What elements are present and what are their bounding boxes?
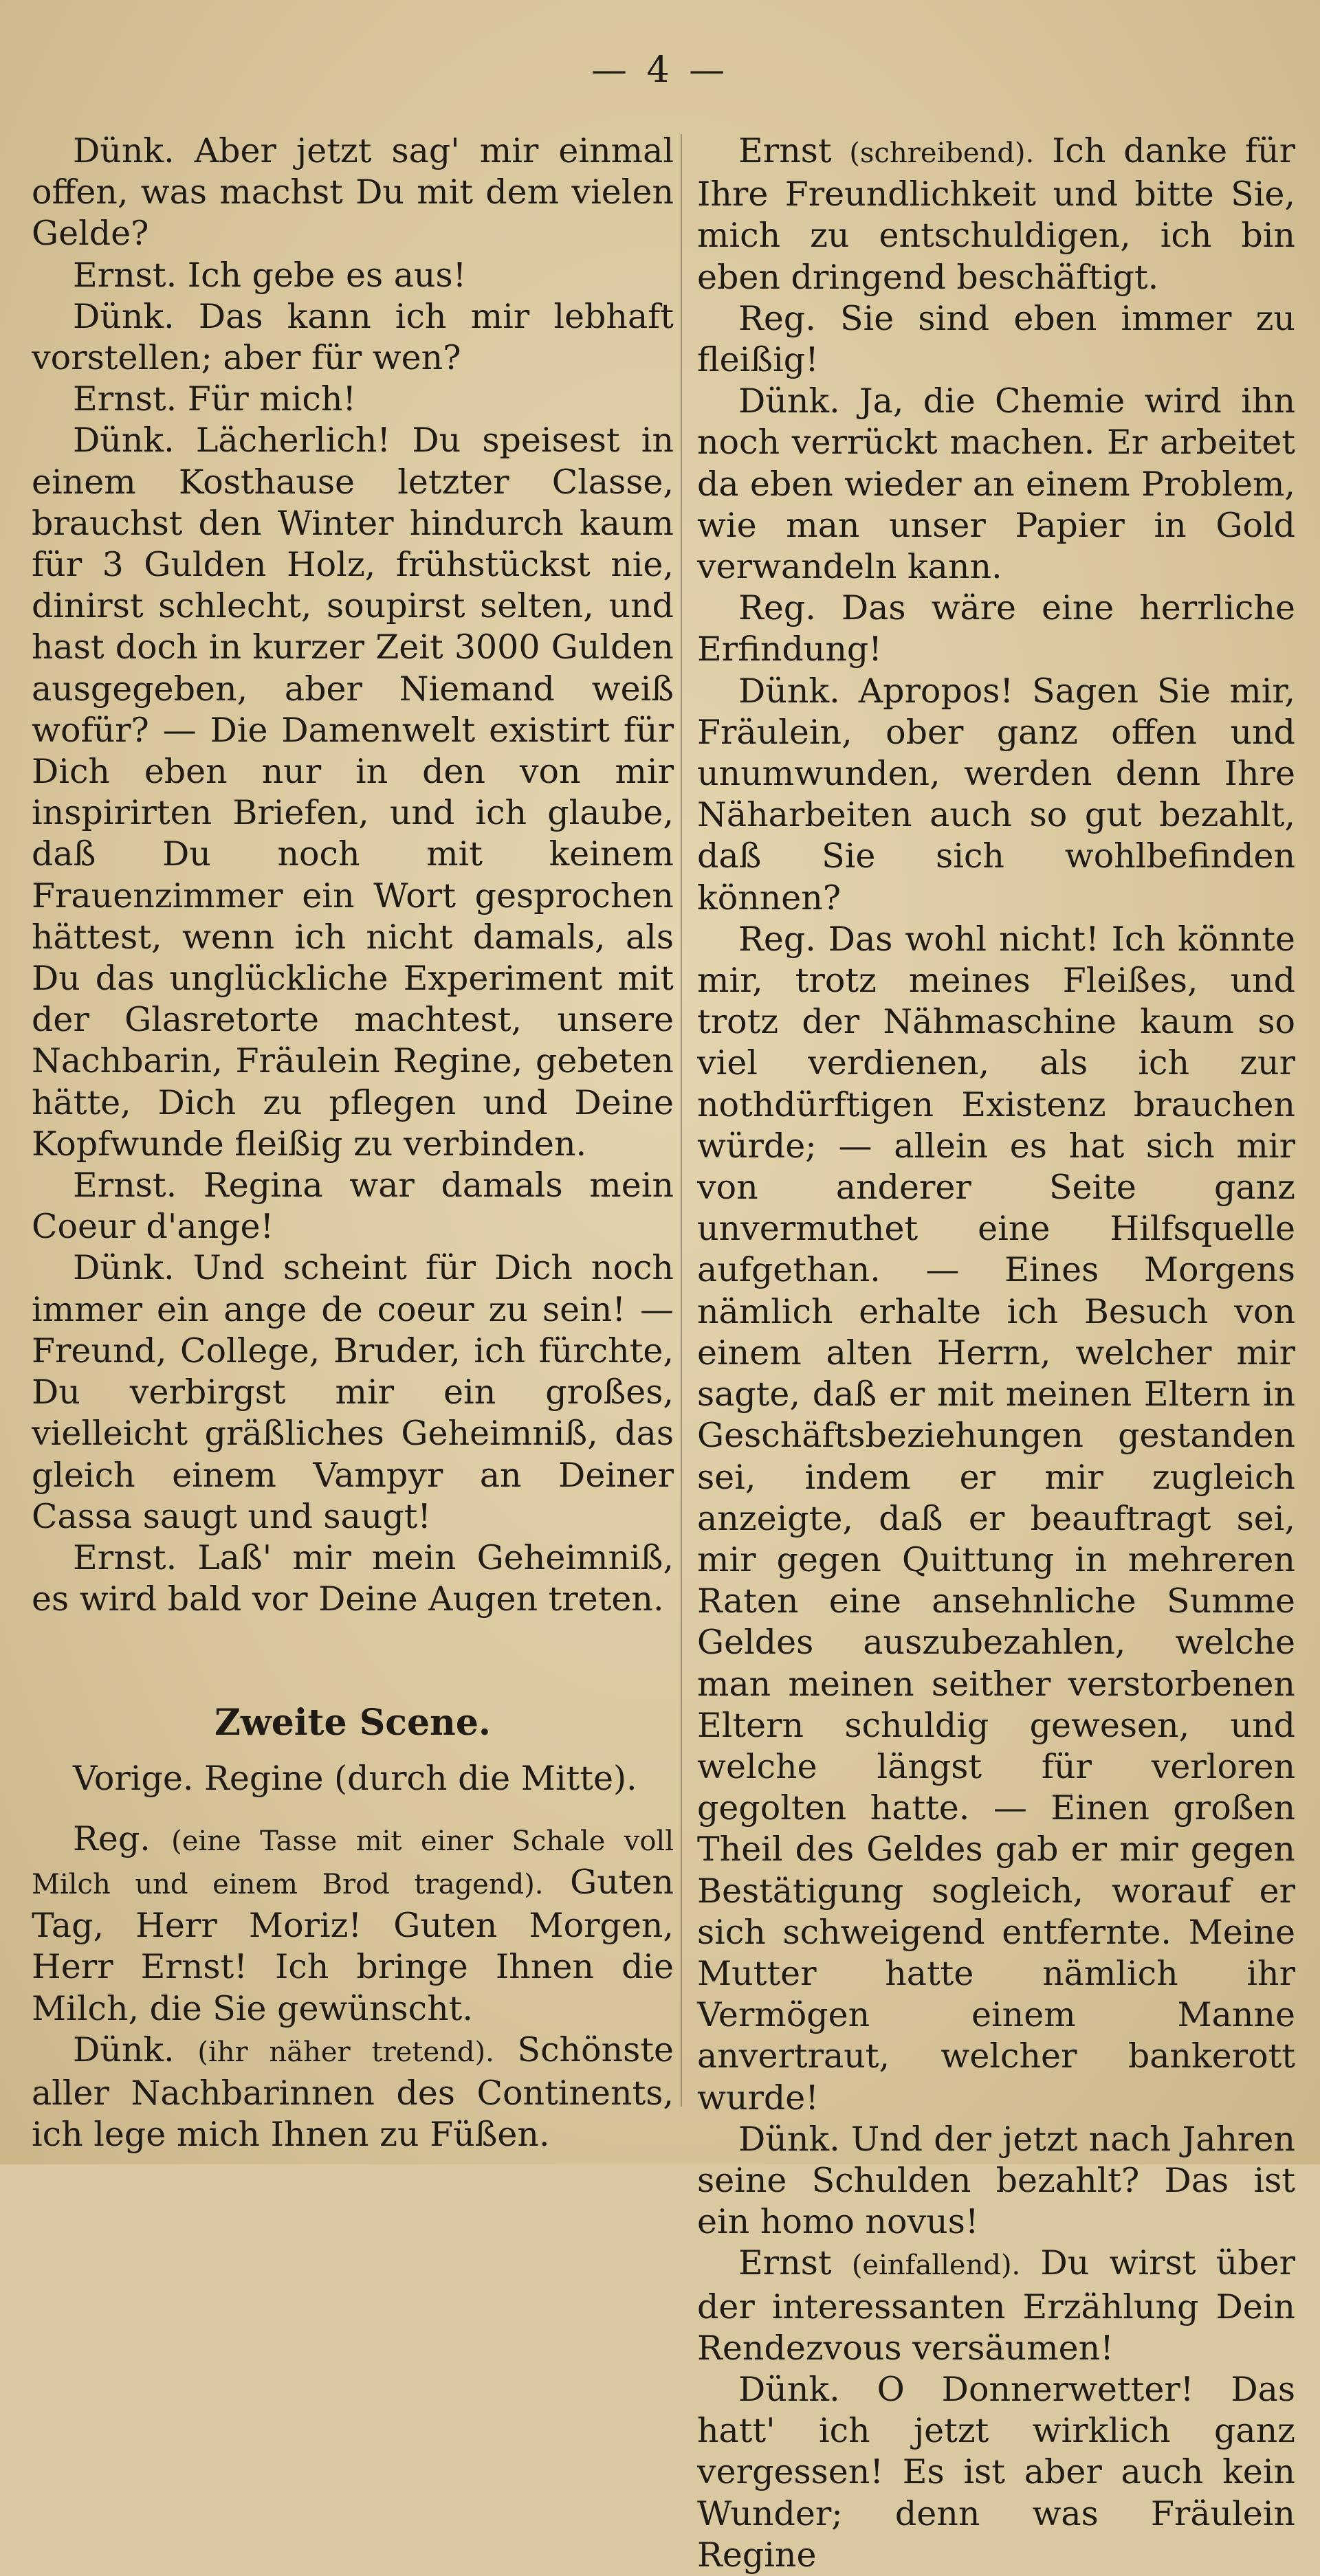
paragraph: Dünk. Und scheint für Dich noch immer ein ange de coeur zu sein! — Freund, College, Bruder, ich fürchte, Du verbirgst mir ein großes, vielleicht gräßliches Geheimniß, das gleich einem Vampyr an Deiner Cassa saugt und saugt! xyxy=(32,1248,674,1536)
scene-persons: Vorige. Regine (durch die Mitte). xyxy=(73,1758,637,1798)
stage-direction: (ihr näher tretend). xyxy=(197,2036,494,2068)
paragraph: Reg. Das wäre eine herrliche Erfindung! xyxy=(697,588,1295,669)
paragraph: Dünk. Und der jetzt nach Jahren seine Schulden bezahlt? Das ist ein homo novus! xyxy=(697,2119,1295,2242)
speaker-name: Dünk. xyxy=(73,2030,175,2069)
paragraph: Dünk. Apropos! Sagen Sie mir, Fräulein, ober ganz offen und unumwunden, werden denn Ihre Näharbeiten auch so gut bezahlt, daß Sie sich wohlbefinden können? xyxy=(697,671,1295,918)
paragraph: Reg. Das wohl nicht! Ich könnte mir, trotz meines Fleißes, und trotz der Nähmaschine kaum so viel verdienen, als ich zur nothdürftigen Existenz brauchen würde; — allein es hat sich mir von anderer Seite ganz unvermuthet eine Hilfsquelle aufgethan. — Eines Morgens nämlich erhalte ich Besuch von einem alten Herrn, welcher mir sagte, daß er mit meinen Eltern in Geschäftsbeziehungen gestanden sei, indem er mir zugleich anzeigte, daß er beauftragt sei, mir gegen Quittung in mehreren Raten eine ansehnliche Summe Geldes auszubezahlen, welche man meinen seither verstorbenen Eltern schuldig gewesen, und welche längst für verloren gegolten hatte. — Einen großen Theil des Geldes gab er mir gegen Bestätigung sogleich, worauf er sich schweigend entfernte. Meine Mutter hatte nämlich ihr Vermögen einem Manne anvertraut, welcher bankerott wurde! xyxy=(697,919,1295,2118)
paragraph: Ernst. Für mich! xyxy=(73,379,357,419)
scene-heading: Zweite Scene. xyxy=(214,1702,492,1744)
paragraph: Ernst. Ich gebe es aus! xyxy=(73,255,467,295)
right-column xyxy=(697,131,1295,2576)
paragraph: Reg. Sie sind eben immer zu fleißig! xyxy=(697,298,1295,380)
speaker-name: Reg. xyxy=(73,1819,151,1858)
paragraph xyxy=(697,131,1295,298)
speaker-name: Ernst xyxy=(738,2243,832,2283)
paragraph xyxy=(32,2030,674,2156)
paragraph: Dünk. Lächerlich! Du speisest in einem Kosthause letzter Classe, brauchst den Winter hindurch kaum für 3 Gulden Holz, frühstückst nie, dinirst schlecht, soupirst selten, und hast doch in kurzer Zeit 3000 Gulden ausgegeben, aber Niemand weiß wofür? — Die Damenwelt existirt für Dich eben nur in den von mir inspirirten Briefen, und ich glaube, daß Du noch mit keinem Frauenzimmer ein Wort gesprochen hättest, wenn ich nicht damals, als Du das unglückliche Experiment mit der Glasretorte machtest, unsere Nachbarin, Fräulein Regine, gebeten hätte, Dich zu pflegen und Deine Kopfwunde fleißig zu verbinden. xyxy=(32,421,674,1164)
paragraph: Ernst. Regina war damals mein Coeur d'ange! xyxy=(32,1166,674,1247)
page-number: — 4 — xyxy=(591,49,729,91)
stage-direction: (eine Tasse mit einer Schale voll Milch und einem Brod tragend). xyxy=(32,1825,674,1900)
dialogue-text: Schönste aller Nachbarinnen des Continents, ich lege mich Ihnen zu Füßen. xyxy=(32,2030,674,2155)
column-divider xyxy=(681,134,682,2107)
left-column xyxy=(32,131,674,2155)
paragraph: Dünk. Das kann ich mir lebhaft vorstellen; aber für wen? xyxy=(32,296,674,378)
dialogue-text: Guten Tag, Herr Moriz! Guten Morgen, Herr Ernst! Ich bringe Ihnen die Milch, die Sie gewünscht. xyxy=(32,1862,674,2028)
dialogue-text: Ich danke für Ihre Freundlichkeit und bitte Sie, mich zu entschuldigen, ich bin eben dringend beschäftigt. xyxy=(697,131,1295,297)
paragraph xyxy=(697,2243,1295,2369)
stage-direction: (einfallend). xyxy=(851,2250,1021,2282)
speaker-name: Ernst xyxy=(738,131,832,170)
paragraph xyxy=(32,1819,674,2030)
stage-direction: (schreibend). xyxy=(849,137,1035,169)
paragraph: Ernst. Laß' mir mein Geheimniß, es wird bald vor Deine Augen treten. xyxy=(32,1537,674,1619)
paragraph: Dünk. O Donnerwetter! Das hatt' ich jetzt wirklich ganz vergessen! Es ist aber auch kein Wunder; denn was Fräulein Regine xyxy=(697,2369,1295,2575)
dialogue-text: Du wirst über der interessanten Erzählung Dein Rendezvous versäumen! xyxy=(697,2243,1296,2368)
paragraph: Dünk. Aber jetzt sag' mir einmal offen, was machst Du mit dem vielen Gelde? xyxy=(32,131,674,254)
paragraph: Dünk. Ja, die Chemie wird ihn noch verrückt machen. Er arbeitet da eben wieder an einem Problem, wie man unser Papier in Gold verwandeln kann. xyxy=(697,381,1295,587)
